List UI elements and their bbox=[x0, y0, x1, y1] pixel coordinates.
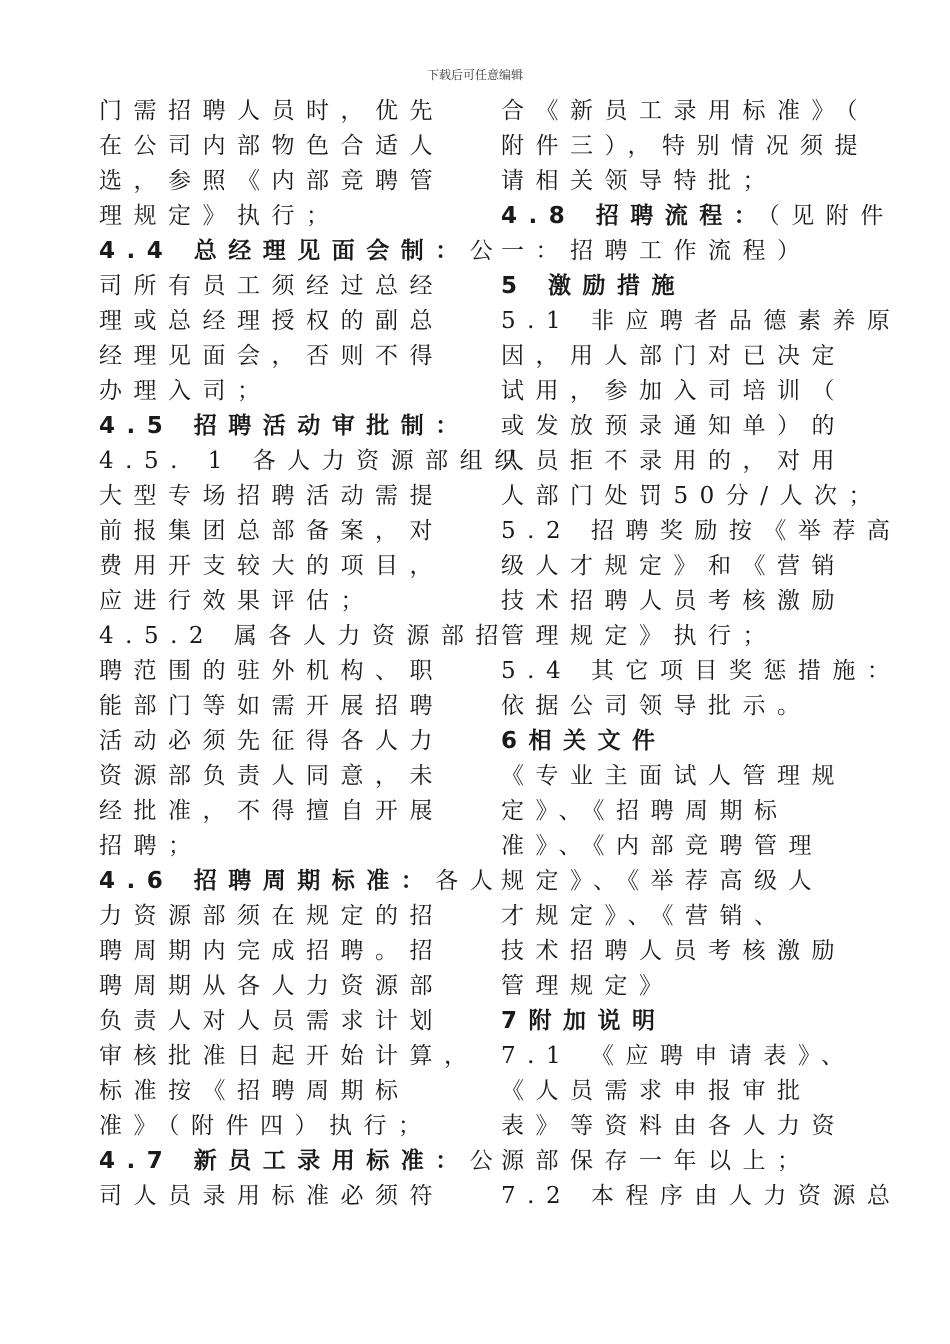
text-line: 准》（附件四）执行； bbox=[99, 1113, 433, 1139]
text-line: 聘周期内完成招聘。招 bbox=[99, 938, 444, 964]
text-line bbox=[99, 864, 505, 899]
section-heading: 4.6 招聘周期标准： bbox=[99, 868, 436, 894]
text-line: 在公司内部物色合适人 bbox=[99, 133, 444, 159]
text-line: 5.4 其它项目奖惩措施： bbox=[501, 658, 902, 684]
text-line: 定》、《招聘周期标 bbox=[501, 798, 789, 824]
left-column bbox=[99, 94, 529, 1214]
text-line: 才规定》、《营销、 bbox=[501, 903, 789, 929]
text-line: 力资源部须在规定的招 bbox=[99, 903, 444, 929]
text-line: 门需招聘人员时，优先 bbox=[99, 98, 444, 124]
text-line: 管理规定》执行； bbox=[501, 623, 777, 649]
body-text: 各人 bbox=[435, 868, 505, 894]
text-line: 聘周期从各人力资源部 bbox=[99, 973, 444, 999]
text-line: 应进行效果评估； bbox=[99, 588, 375, 614]
text-line: 7.1 《应聘申请表》、 bbox=[501, 1043, 856, 1069]
text-line: 级人才规定》和《营销 bbox=[501, 553, 846, 579]
section-heading: 4.4 总经理见面会制： bbox=[99, 238, 470, 264]
text-line: 4.5. 1 各人力资源部组织 bbox=[99, 448, 529, 474]
text-line: 源部保存一年以上； bbox=[501, 1148, 812, 1174]
text-line: 司人员录用标准必须符 bbox=[99, 1183, 444, 1209]
text-line: 费用开支较大的项目， bbox=[99, 553, 444, 579]
text-line: 司所有员工须经过总经 bbox=[99, 273, 444, 299]
text-line: 5.1 非应聘者品德素养原 bbox=[501, 308, 902, 334]
body-text: （见附件 bbox=[768, 203, 895, 229]
text-line: 合《新员工录用标准》（ bbox=[501, 98, 869, 124]
text-line: 办理入司； bbox=[99, 378, 272, 404]
body-text: 公 bbox=[469, 1148, 505, 1174]
text-line: 试用，参加入司培训（ bbox=[501, 378, 846, 404]
text-line: 能部门等如需开展招聘 bbox=[99, 693, 444, 719]
text-line: 理规定》执行； bbox=[99, 203, 341, 229]
text-line: 活动必须先征得各人力 bbox=[99, 728, 444, 754]
text-line: 5.2 招聘奖励按《举荐高 bbox=[501, 518, 902, 544]
body-text: 公 bbox=[469, 238, 505, 264]
section-heading: 6相关文件 bbox=[501, 728, 667, 754]
text-line: 经批准，不得擅自开展 bbox=[99, 798, 444, 824]
section-heading: 4.8 招聘流程： bbox=[501, 203, 769, 229]
text-line: 前报集团总部备案，对 bbox=[99, 518, 444, 544]
section-heading: 5 激励措施 bbox=[501, 273, 687, 299]
text-line bbox=[501, 199, 895, 234]
text-line: 招聘； bbox=[99, 833, 203, 859]
text-line bbox=[99, 1144, 505, 1179]
text-line bbox=[99, 234, 505, 269]
text-line: 一：招聘工作流程） bbox=[501, 238, 812, 264]
text-line: 人员拒不录用的，对用 bbox=[501, 448, 846, 474]
text-line: 请相关领导特批； bbox=[501, 168, 777, 194]
text-line: 表》等资料由各人力资 bbox=[501, 1113, 846, 1139]
text-line: 因，用人部门对已决定 bbox=[501, 343, 846, 369]
section-heading: 4.5 招聘活动审批制： bbox=[99, 413, 470, 439]
text-line: 规定》、《举荐高级人 bbox=[501, 868, 823, 894]
section-heading: 7附加说明 bbox=[501, 1008, 667, 1034]
text-line: 依据公司领导批示。 bbox=[501, 693, 812, 719]
text-line: 《人员需求申报审批 bbox=[501, 1078, 812, 1104]
text-line: 技术招聘人员考核激励 bbox=[501, 938, 846, 964]
text-line: 技术招聘人员考核激励 bbox=[501, 588, 846, 614]
text-line: 7.2 本程序由人力资源总 bbox=[501, 1183, 902, 1209]
text-line: 准》、《内部竞聘管理 bbox=[501, 833, 823, 859]
text-line: 或发放预录通知单）的 bbox=[501, 413, 846, 439]
text-line: 经理见面会，否则不得 bbox=[99, 343, 444, 369]
text-line: 《专业主面试人管理规 bbox=[501, 763, 846, 789]
right-column bbox=[501, 94, 902, 1214]
text-line: 附件三），特别情况须提 bbox=[501, 133, 869, 159]
text-line: 聘范围的驻外机构、职 bbox=[99, 658, 444, 684]
text-line: 理或总经理授权的副总 bbox=[99, 308, 444, 334]
text-line: 标准按《招聘周期标 bbox=[99, 1078, 410, 1104]
text-line: 资源部负责人同意，未 bbox=[99, 763, 444, 789]
text-line: 审核批准日起开始计算， bbox=[99, 1043, 479, 1069]
text-line: 4.5.2 属各人力资源部招 bbox=[99, 623, 510, 649]
page-header: 下载后可任意编辑 bbox=[426, 68, 523, 82]
text-line: 负责人对人员需求计划 bbox=[99, 1008, 444, 1034]
text-line: 管理规定》 bbox=[501, 973, 674, 999]
text-line: 人部门处罚50分/人次； bbox=[501, 483, 884, 509]
text-line: 大型专场招聘活动需提 bbox=[99, 483, 444, 509]
section-heading: 4.7 新员工录用标准： bbox=[99, 1148, 470, 1174]
text-line: 选，参照《内部竞聘管 bbox=[99, 168, 444, 194]
